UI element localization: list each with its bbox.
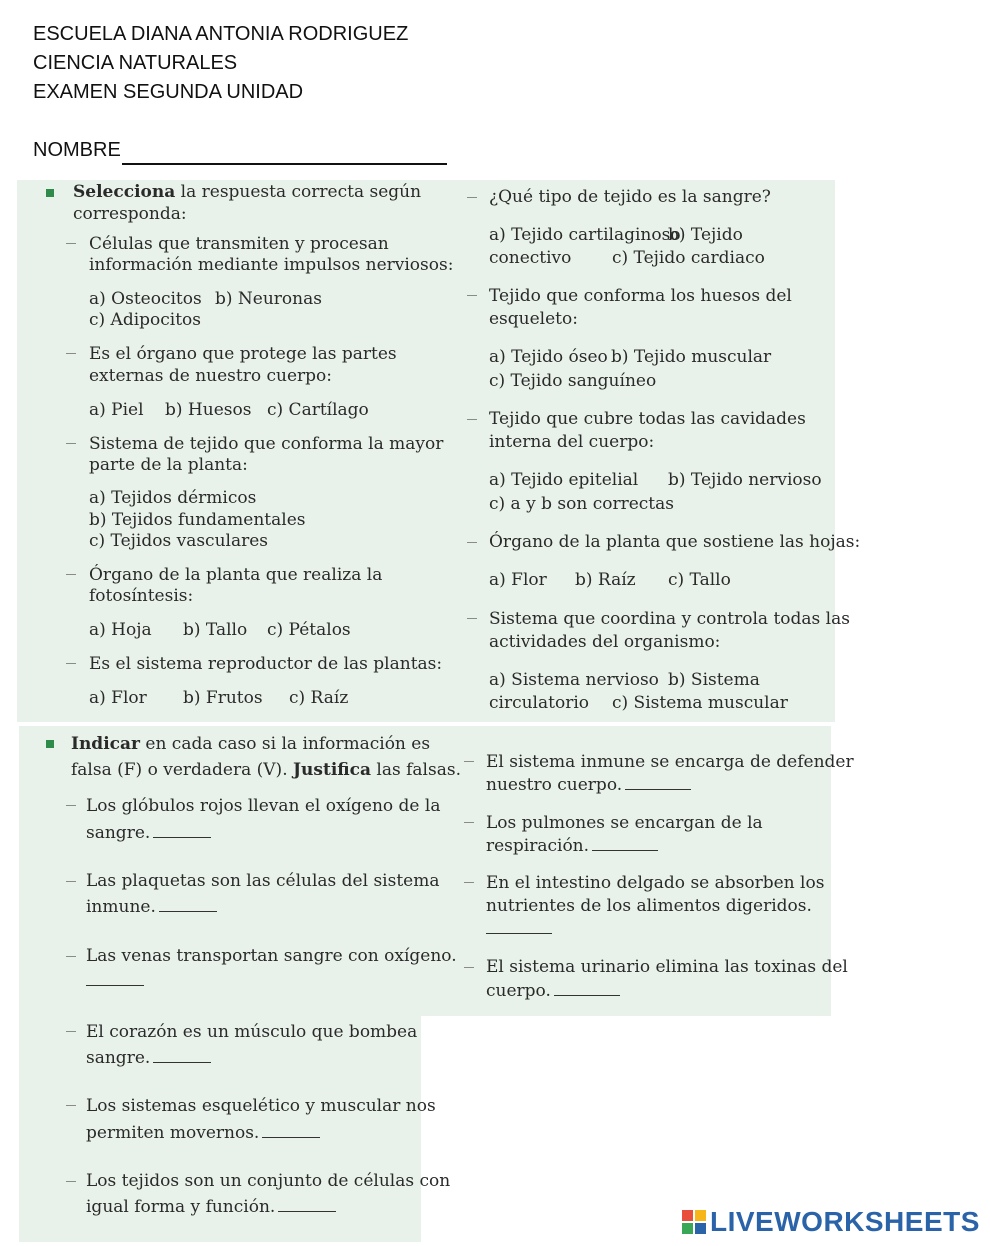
answer-blank[interactable] (153, 823, 211, 838)
statement-text: El corazón es un músculo que bombea (86, 1022, 418, 1042)
option-c[interactable]: c) Adipocitos (89, 310, 202, 330)
option-c[interactable]: c) Tejido sanguíneo (489, 371, 657, 391)
dash-icon (464, 761, 474, 762)
question-text: Tejido que conforma los huesos del (489, 286, 792, 306)
answer-blank[interactable] (486, 919, 552, 934)
statement-text (486, 835, 658, 857)
question-text: Es el órgano que protege las partes (89, 344, 397, 364)
statement-end: respiración. (486, 836, 590, 856)
statement-end: cuerpo. (486, 981, 551, 1001)
question-text: fotosíntesis: (89, 586, 194, 606)
statement-end: igual forma y función. (86, 1197, 276, 1217)
option-a[interactable]: a) Flor (89, 688, 147, 708)
worksheet-header (33, 20, 447, 165)
statement-text (486, 918, 552, 940)
question-text: Es el sistema reproductor de las plantas: (89, 654, 443, 674)
question-text: Tejido que cubre todas las cavidades (489, 409, 806, 429)
name-label: NOMBRE (33, 139, 121, 161)
section1-bullet-icon (46, 189, 54, 197)
statement-text: Las venas transportan sangre con oxígeno. (86, 946, 457, 966)
statement-text: Los glóbulos rojos llevan el oxígeno de la (86, 796, 441, 816)
answer-blank[interactable] (278, 1197, 336, 1212)
question-text: Órgano de la planta que sostiene las hojas: (489, 532, 861, 552)
dash-icon (66, 443, 76, 444)
option-c[interactable]: c) a y b son correctas (489, 494, 674, 514)
dash-icon (467, 542, 477, 543)
option-c[interactable]: c) Tallo (668, 570, 731, 590)
dash-icon (467, 618, 477, 619)
question-text: Sistema de tejido que conforma la mayor (89, 434, 444, 454)
statement-text (86, 822, 211, 844)
statement-end: sangre. (86, 823, 151, 843)
option-a[interactable]: a) Flor (489, 570, 547, 590)
option-a[interactable]: a) Tejido óseo (489, 347, 608, 367)
school-name: ESCUELA DIANA ANTONIA RODRIGUEZ (33, 23, 409, 45)
question-text: esqueleto: (489, 309, 578, 329)
question-text: parte de la planta: (89, 455, 248, 475)
answer-blank[interactable] (86, 971, 144, 986)
instruction-bold: Justifica (293, 760, 372, 780)
statement-text: nutrientes de los alimentos digeridos. (486, 896, 812, 916)
dash-icon (66, 1031, 76, 1032)
dash-icon (464, 822, 474, 823)
statement-text: El sistema inmune se encarga de defender (486, 752, 854, 772)
option-c[interactable]: c) Tejidos vasculares (89, 531, 269, 551)
section2-instruction (71, 733, 430, 755)
question-text: ¿Qué tipo de tejido es la sangre? (489, 187, 771, 207)
instruction-rest: la respuesta correcta según (175, 182, 422, 202)
section1-instruction-line2: corresponda: (73, 204, 187, 224)
option-c[interactable]: c) Pétalos (267, 620, 351, 640)
question-text: interna del cuerpo: (489, 432, 655, 452)
dash-icon (66, 1181, 76, 1182)
statement-text (86, 896, 217, 918)
option-c[interactable]: c) Cartílago (267, 400, 369, 420)
question-text: Células que transmiten y procesan (89, 234, 389, 254)
section1-instruction (73, 181, 421, 203)
exam-title: EXAMEN SEGUNDA UNIDAD (33, 81, 304, 103)
statement-text: Los sistemas esquelético y muscular nos (86, 1096, 436, 1116)
statement-text: En el intestino delgado se absorben los (486, 873, 825, 893)
option-b[interactable]: b) Tallo (183, 620, 248, 640)
statement-end: nuestro cuerpo. (486, 775, 623, 795)
statement-text: Las plaquetas son las células del sistema (86, 871, 440, 891)
dash-icon (467, 197, 477, 198)
instruction-part: las falsas. (371, 760, 461, 780)
option-b-cont[interactable]: conectivo (489, 248, 572, 268)
section2-instruction-line2 (71, 759, 461, 781)
dash-icon (66, 956, 76, 957)
logo-grid-icon (682, 1210, 706, 1234)
question-text: actividades del organismo: (489, 632, 721, 652)
statement-text (486, 980, 620, 1002)
statement-text: El sistema urinario elimina las toxinas del (486, 957, 848, 977)
statement-text: Los tejidos son un conjunto de células con (86, 1171, 451, 1191)
option-a[interactable]: a) Hoja (89, 620, 152, 640)
option-a[interactable]: a) Piel (89, 400, 144, 420)
answer-blank[interactable] (554, 981, 620, 996)
statement-text (86, 1122, 320, 1144)
question-text: externas de nuestro cuerpo: (89, 366, 333, 386)
option-b[interactable]: b) Tejido (668, 225, 743, 245)
statement-end: permiten movernos. (86, 1123, 260, 1143)
dash-icon (467, 419, 477, 420)
question-text: Órgano de la planta que realiza la (89, 565, 383, 585)
statement-end: sangre. (86, 1048, 151, 1068)
statement-text (83, 970, 144, 992)
dash-icon (467, 295, 477, 296)
instruction-bold: Selecciona (73, 182, 176, 202)
option-a[interactable]: a) Sistema nervioso (489, 670, 659, 690)
answer-blank[interactable] (153, 1048, 211, 1063)
answer-blank[interactable] (262, 1123, 320, 1138)
option-b[interactable]: b) Neuronas (215, 289, 322, 309)
option-c[interactable]: c) Sistema muscular (612, 693, 788, 713)
option-b[interactable]: b) Raíz (575, 570, 636, 590)
option-c[interactable]: c) Raíz (289, 688, 349, 708)
dash-icon (66, 663, 76, 664)
name-blank[interactable] (122, 143, 447, 165)
dash-icon (464, 967, 474, 968)
option-b[interactable]: b) Huesos (165, 400, 252, 420)
option-a[interactable]: a) Osteocitos (89, 289, 202, 309)
question-text: información mediante impulsos nerviosos: (89, 255, 454, 275)
option-b[interactable]: b) Frutos (183, 688, 263, 708)
statement-text: Los pulmones se encargan de la (486, 813, 763, 833)
answer-blank[interactable] (592, 836, 658, 851)
dash-icon (66, 881, 76, 882)
dash-icon (66, 243, 76, 244)
instruction-part: falsa (F) o verdadera (V). (71, 760, 293, 780)
statement-end: inmune. (86, 897, 156, 917)
section2-bullet-icon (46, 740, 54, 748)
liveworksheets-logo[interactable] (682, 1206, 980, 1238)
option-b[interactable]: b) Tejidos fundamentales (89, 510, 306, 530)
option-b[interactable]: b) Tejido muscular (611, 347, 772, 367)
option-c[interactable]: c) Tejido cardiaco (612, 248, 765, 268)
dash-icon (464, 882, 474, 883)
subject-name: CIENCIA NATURALES (33, 52, 238, 74)
statement-text (486, 774, 691, 796)
option-a[interactable]: a) Tejido epitelial (489, 470, 639, 490)
option-b-cont[interactable]: circulatorio (489, 693, 589, 713)
logo-text: LIVEWORKSHEETS (710, 1206, 980, 1237)
instruction-rest: en cada caso si la información es (139, 734, 431, 754)
question-text: Sistema que coordina y controla todas las (489, 609, 850, 629)
dash-icon (66, 805, 76, 806)
answer-blank[interactable] (625, 775, 691, 790)
dash-icon (66, 1105, 76, 1106)
answer-blank[interactable] (159, 897, 217, 912)
name-field[interactable] (33, 136, 447, 165)
instruction-bold: Indicar (71, 734, 140, 754)
option-a[interactable]: a) Tejido cartilaginoso (489, 225, 681, 245)
option-a[interactable]: a) Tejidos dérmicos (89, 488, 257, 508)
dash-icon (66, 574, 76, 575)
option-b[interactable]: b) Sistema (668, 670, 760, 690)
option-b[interactable]: b) Tejido nervioso (668, 470, 822, 490)
statement-text (86, 1047, 211, 1069)
statement-text (86, 1196, 336, 1218)
dash-icon (66, 353, 76, 354)
